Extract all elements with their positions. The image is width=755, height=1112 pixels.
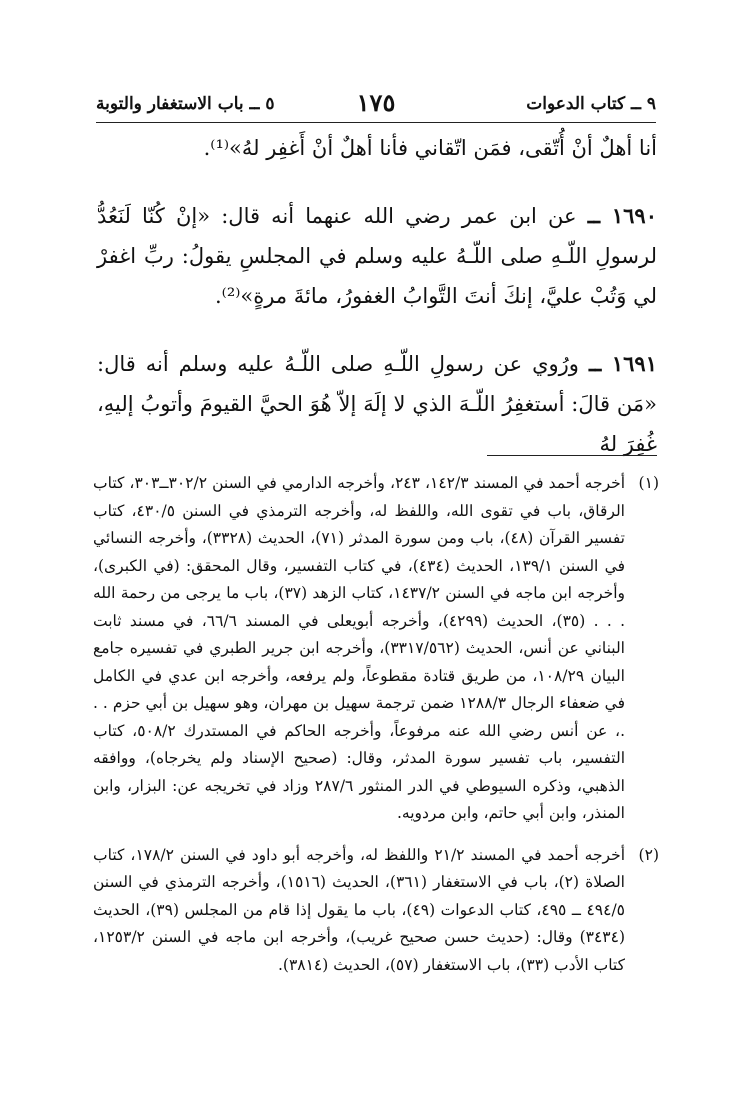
chapter-title: ٩ ــ كتاب الدعوات bbox=[526, 94, 656, 114]
hadith-1690 bbox=[97, 196, 657, 316]
footnote-number: (٢) bbox=[638, 845, 659, 864]
footnote-number: (١) bbox=[638, 474, 659, 492]
hadith-text: ورُوي عن رسولِ اللّـهِ صلى اللّـهُ عليه وسلم أنه قال: «مَن قالَ: أستغفِرُ اللّـهَ الذي لا إلَهَ إلاّ هُوَ الحيَّ القيومَ وأتوبُ إليهِ، غُفِرَ لهُ bbox=[97, 352, 657, 456]
page-number: ١٧٥ bbox=[356, 88, 396, 117]
footnote-2 bbox=[93, 842, 659, 980]
footnote-1 bbox=[93, 470, 659, 828]
footnotes bbox=[93, 470, 659, 979]
hadith-text: عن ابن عمر رضي الله عنهما أنه قال: «إنْ كُنّا لَنَعُدُّ لرسولِ اللّـهِ صلى اللّـهُ عليه وسلم في المجلسِ يقولُ: ربِّ اغفرْ لي وَتُبْ عليَّ، إنكَ أنتَ التَّوابُ الغفورُ، مائةَ مرةٍ»⁽²⁾. bbox=[97, 204, 657, 308]
hadith-1691 bbox=[97, 344, 657, 464]
running-header bbox=[96, 88, 656, 123]
main-text bbox=[97, 128, 657, 464]
section-title: ٥ ــ باب الاستغفار والتوبة bbox=[96, 94, 275, 114]
hadith-number: ١٦٩١ ــ bbox=[588, 351, 657, 376]
hadith-continuation: أنا أهلٌ أنْ أُتّقى، فمَن اتّقاني فأنا أهلٌ أنْ أَغفِر لهُ»⁽¹⁾. bbox=[203, 136, 657, 160]
footnote-text: أخرجه أحمد في المسند ١٤٢/٣، ٢٤٣، وأخرجه الدارمي في السنن ٣٠٢/٢ــ٣٠٣، كتاب الرقاق، باب في تقوى الله، واللفظ له، وأخرجه الترمذي في السنن ٤٣٠/٥، كتاب تفسير القرآن (٤٨)، باب ومن سورة المدثر (٧١)، الحديث (٣٣٢٨)، وأخرجه النسائي في السنن ١٣٩/١، الحديث (٤٣٤)، في كتاب التفسير، وقال المحقق: (في الكبرى)، وأخرجه ابن ماجه في السنن ١٤٣٧/٢، كتاب الزهد (٣٧)، باب ما يرجى من رحمة الله . . . (٣٥)، الحديث (٤٢٩٩)، وأخرجه أبويعلى في المسند ٦٦/٦، في مسند ثابت البناني عن أنس، الحديث (٣٣١٧/٥٦٢)، وأخرجه ابن جرير الطبري في تفسيره جامع البيان ١٠٨/٢٩، من طريق قتادة مقطوعاً، ولم يرفعه، وأخرجه ابن عدي في الكامل في ضعفاء الرجال ١٢٨٨/٣ ضمن ترجمة سهيل بن مهران، وهو سهيل بن أبي حزم . . .، عن أنس رضي الله عنه مرفوعاً، وأخرجه الحاكم في المستدرك ٥٠٨/٢، كتاب التفسير، باب تفسير سورة المدثر، وقال: (صحيح الإسناد ولم يخرجاه)، ووافقه الذهبي، وذكره السيوطي في الدر المنثور ٢٨٧/٦ وزاد في تخريجه عن: البزار، وابن المنذر، وابن أبي حاتم، وابن مردويه. bbox=[93, 474, 626, 822]
footnote-text: أخرجه أحمد في المسند ٢١/٢ واللفظ له، وأخرجه أبو داود في السنن ١٧٨/٢، كتاب الصلاة (٢)، باب في الاستغفار (٣٦١)، الحديث (١٥١٦)، وأخرجه الترمذي في السنن ٤٩٤/٥ ــ ٤٩٥، كتاب الدعوات (٤٩)، باب ما يقول إذا قام من المجلس (٣٩)، الحديث (٣٤٣٤) وقال: (حديث حسن صحيح غريب)، وأخرجه ابن ماجه في السنن ١٢٥٣/٢، كتاب الأدب (٣٣)، باب الاستغفار (٥٧)، الحديث (٣٨١٤). bbox=[93, 845, 626, 974]
hadith-number: ١٦٩٠ ــ bbox=[587, 203, 657, 228]
footnote-separator bbox=[487, 455, 657, 456]
